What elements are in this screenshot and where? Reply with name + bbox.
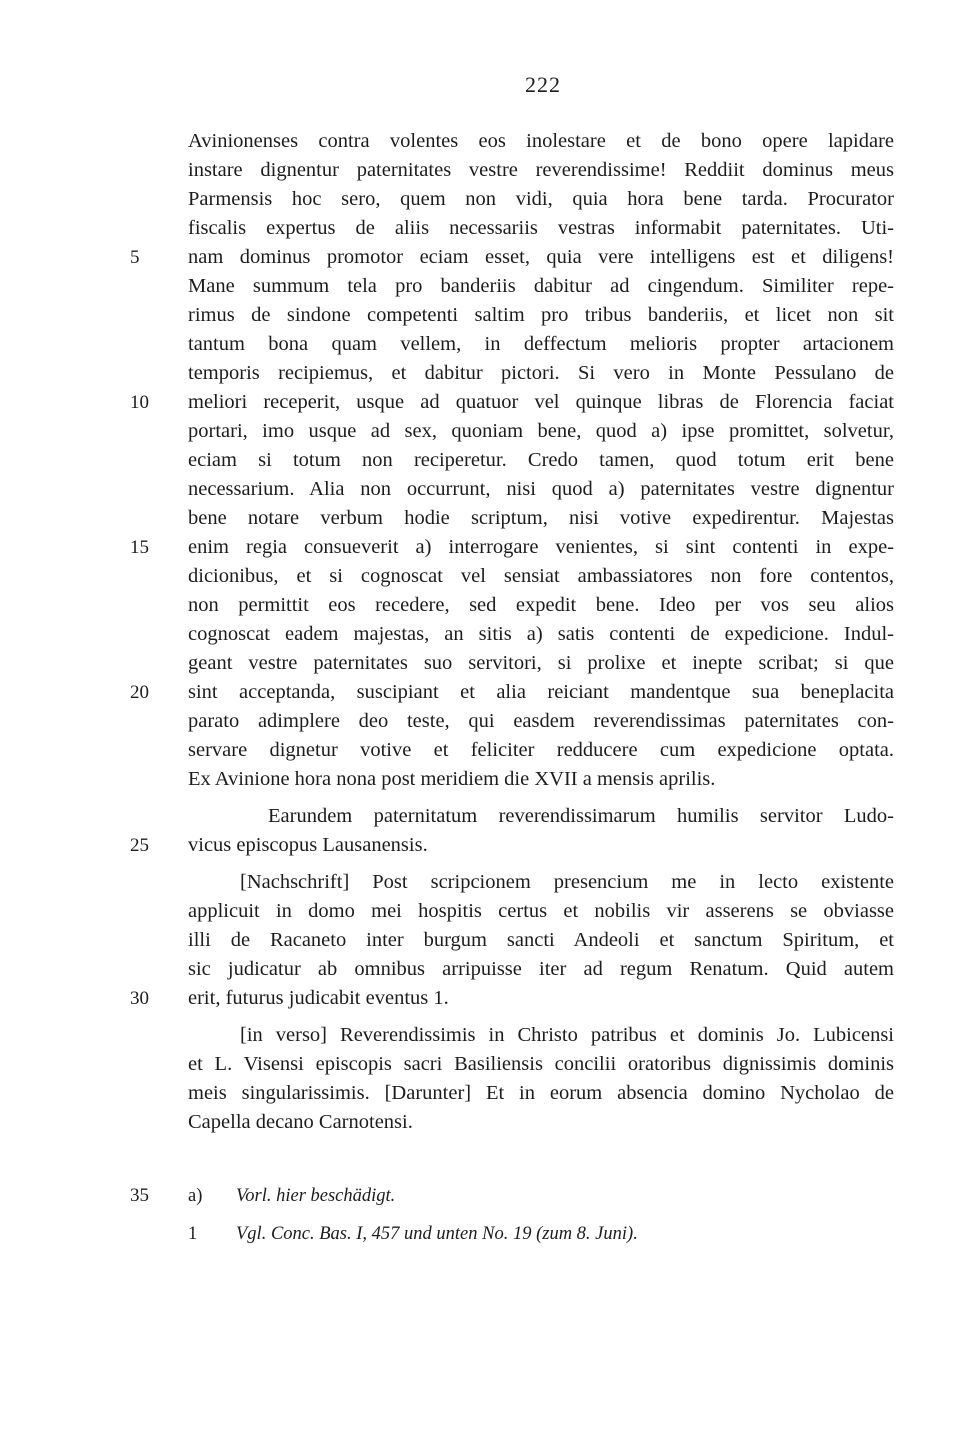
text-line (188, 214, 894, 243)
text-line (188, 591, 894, 620)
postscript-line (188, 926, 894, 955)
line-text: sint acceptanda, suscipiant et alia reiciant mandentque sua beneplacita (188, 681, 894, 703)
text-line (188, 156, 894, 185)
signature-line (188, 802, 894, 831)
postscript-line (188, 955, 894, 984)
line-text: eciam si totum non reciperetur. Credo tamen, quod totum erit bene (188, 449, 894, 471)
line-number: 30 (130, 988, 149, 1009)
address-line (188, 1050, 894, 1079)
text-line (188, 736, 894, 765)
text-line (188, 330, 894, 359)
address-line (188, 1079, 894, 1108)
text-line (130, 533, 894, 562)
line-text: illi de Racaneto inter burgum sancti Andeoli et sanctum Spiritum, et (188, 929, 894, 951)
postscript-line (188, 897, 894, 926)
page-number: 222 (525, 72, 561, 97)
text-line (188, 649, 894, 678)
text-line (188, 475, 894, 504)
line-text: vicus episcopus Lausanensis. (188, 834, 428, 856)
line-text: applicuit in domo mei hospitis certus et nobilis vir asserens se obviasse (188, 900, 894, 922)
text-line (188, 562, 894, 591)
text-line (188, 301, 894, 330)
line-text: sic judicatur ab omnibus arripuisse iter ad regum Renatum. Quid autem (188, 958, 894, 980)
line-text: geant vestre paternitates suo servitori, si prolixe et inepte scribat; si que (188, 652, 894, 674)
line-text: rimus de sindone competenti saltim pro tribus banderiis, et licet non sit (188, 304, 894, 326)
line-number: 25 (130, 835, 149, 856)
text-line (188, 707, 894, 736)
line-number: 15 (130, 537, 149, 558)
line-text: portari, imo usque ad sex, quoniam bene, quod a) ipse promittet, solvetur, (188, 420, 894, 442)
line-text: bene notare verbum hodie scriptum, nisi votive expedirentur. Majestas (188, 507, 894, 529)
line-text: Avinionenses contra volentes eos inolestare et de bono opere lapidare (188, 130, 894, 152)
line-text: instare dignentur paternitates vestre reverendissime! Reddiit dominus meus (188, 159, 894, 181)
line-text: Parmensis hoc sero, quem non vidi, quia hora bene tarda. Procurator (188, 188, 894, 210)
line-text: et L. Visensi episcopis sacri Basiliensis concilii oratoribus dignissimis dominis (188, 1053, 894, 1075)
text-line (188, 127, 894, 156)
footnote (130, 1177, 894, 1215)
text-line (130, 388, 894, 417)
footnotes (130, 1177, 894, 1253)
text-line (188, 504, 894, 533)
text-line (188, 417, 894, 446)
text-line (188, 272, 894, 301)
line-number: 20 (130, 682, 149, 703)
line-number: 5 (130, 247, 140, 268)
address-line (188, 1021, 894, 1050)
main-text (130, 127, 894, 1253)
line-text: meliori receperit, usque ad quatuor vel quinque libras de Florencia faciat (188, 391, 894, 413)
footnote-text: Vgl. Conc. Bas. I, 457 und unten No. 19 (zum 8. Juni). (236, 1224, 638, 1244)
line-text: tantum bona quam vellem, in deffectum melioris propter artacionem (188, 333, 894, 355)
line-text: parato adimplere deo teste, qui easdem reverendissimas paternitates con- (188, 710, 894, 732)
line-text: servare dignetur votive et feliciter redducere cum expedicione optata. (188, 739, 894, 761)
line-text: non permittit eos recedere, sed expedit bene. Ideo per vos seu alios (188, 594, 894, 616)
line-text: nam dominus promotor eciam esset, quia vere intelligens est et diligens! (188, 246, 894, 268)
line-text: meis singularissimis. [Darunter] Et in eorum absencia domino Nycholao de (188, 1082, 894, 1104)
footnote (188, 1215, 894, 1253)
line-text: Earundem paternitatum reverendissimarum humilis servitor Ludo- (268, 805, 894, 827)
text-line (188, 446, 894, 475)
text-line (188, 620, 894, 649)
line-text: necessarium. Alia non occurrunt, nisi quod a) paternitates vestre dignentur (188, 478, 894, 500)
line-text: erit, futurus judicabit eventus 1. (188, 987, 449, 1009)
line-text: temporis recipiemus, et dabitur pictori. Si vero in Monte Pessulano de (188, 362, 894, 384)
text-line (188, 185, 894, 214)
footnote-mark: a) (188, 1186, 203, 1206)
line-text: cognoscat eadem majestas, an sitis a) satis contenti de expedicione. Indul- (188, 623, 894, 645)
address-line (188, 1108, 894, 1137)
line-text: [in verso] Reverendissimis in Christo patribus et dominis Jo. Lubicensi (240, 1024, 894, 1046)
postscript-line (130, 984, 894, 1013)
text-line (188, 765, 894, 794)
line-text: Capella decano Carnotensi. (188, 1111, 413, 1133)
postscript-line (188, 868, 894, 897)
line-text: [Nachschrift] Post scripcionem presencium me in lecto existente (240, 871, 894, 893)
line-text: fiscalis expertus de aliis necessariis vestras informabit paternitates. Uti- (188, 217, 894, 239)
text-line (130, 678, 894, 707)
footnote-mark: 1 (188, 1224, 198, 1244)
signature-line (130, 831, 894, 860)
line-text: Ex Avinione hora nona post meridiem die XVII a mensis aprilis. (188, 768, 716, 790)
line-number: 35 (130, 1185, 149, 1206)
line-text: Mane summum tela pro banderiis dabitur ad cingendum. Similiter repe- (188, 275, 894, 297)
line-text: dicionibus, et si cognoscat vel sensiat ambassiatores non fore contentos, (188, 565, 894, 587)
line-text: enim regia consueverit a) interrogare venientes, si sint contenti in expe- (188, 536, 894, 558)
text-line (188, 359, 894, 388)
footnote-text: Vorl. hier beschädigt. (236, 1186, 396, 1206)
line-number: 10 (130, 392, 149, 413)
text-line (130, 243, 894, 272)
